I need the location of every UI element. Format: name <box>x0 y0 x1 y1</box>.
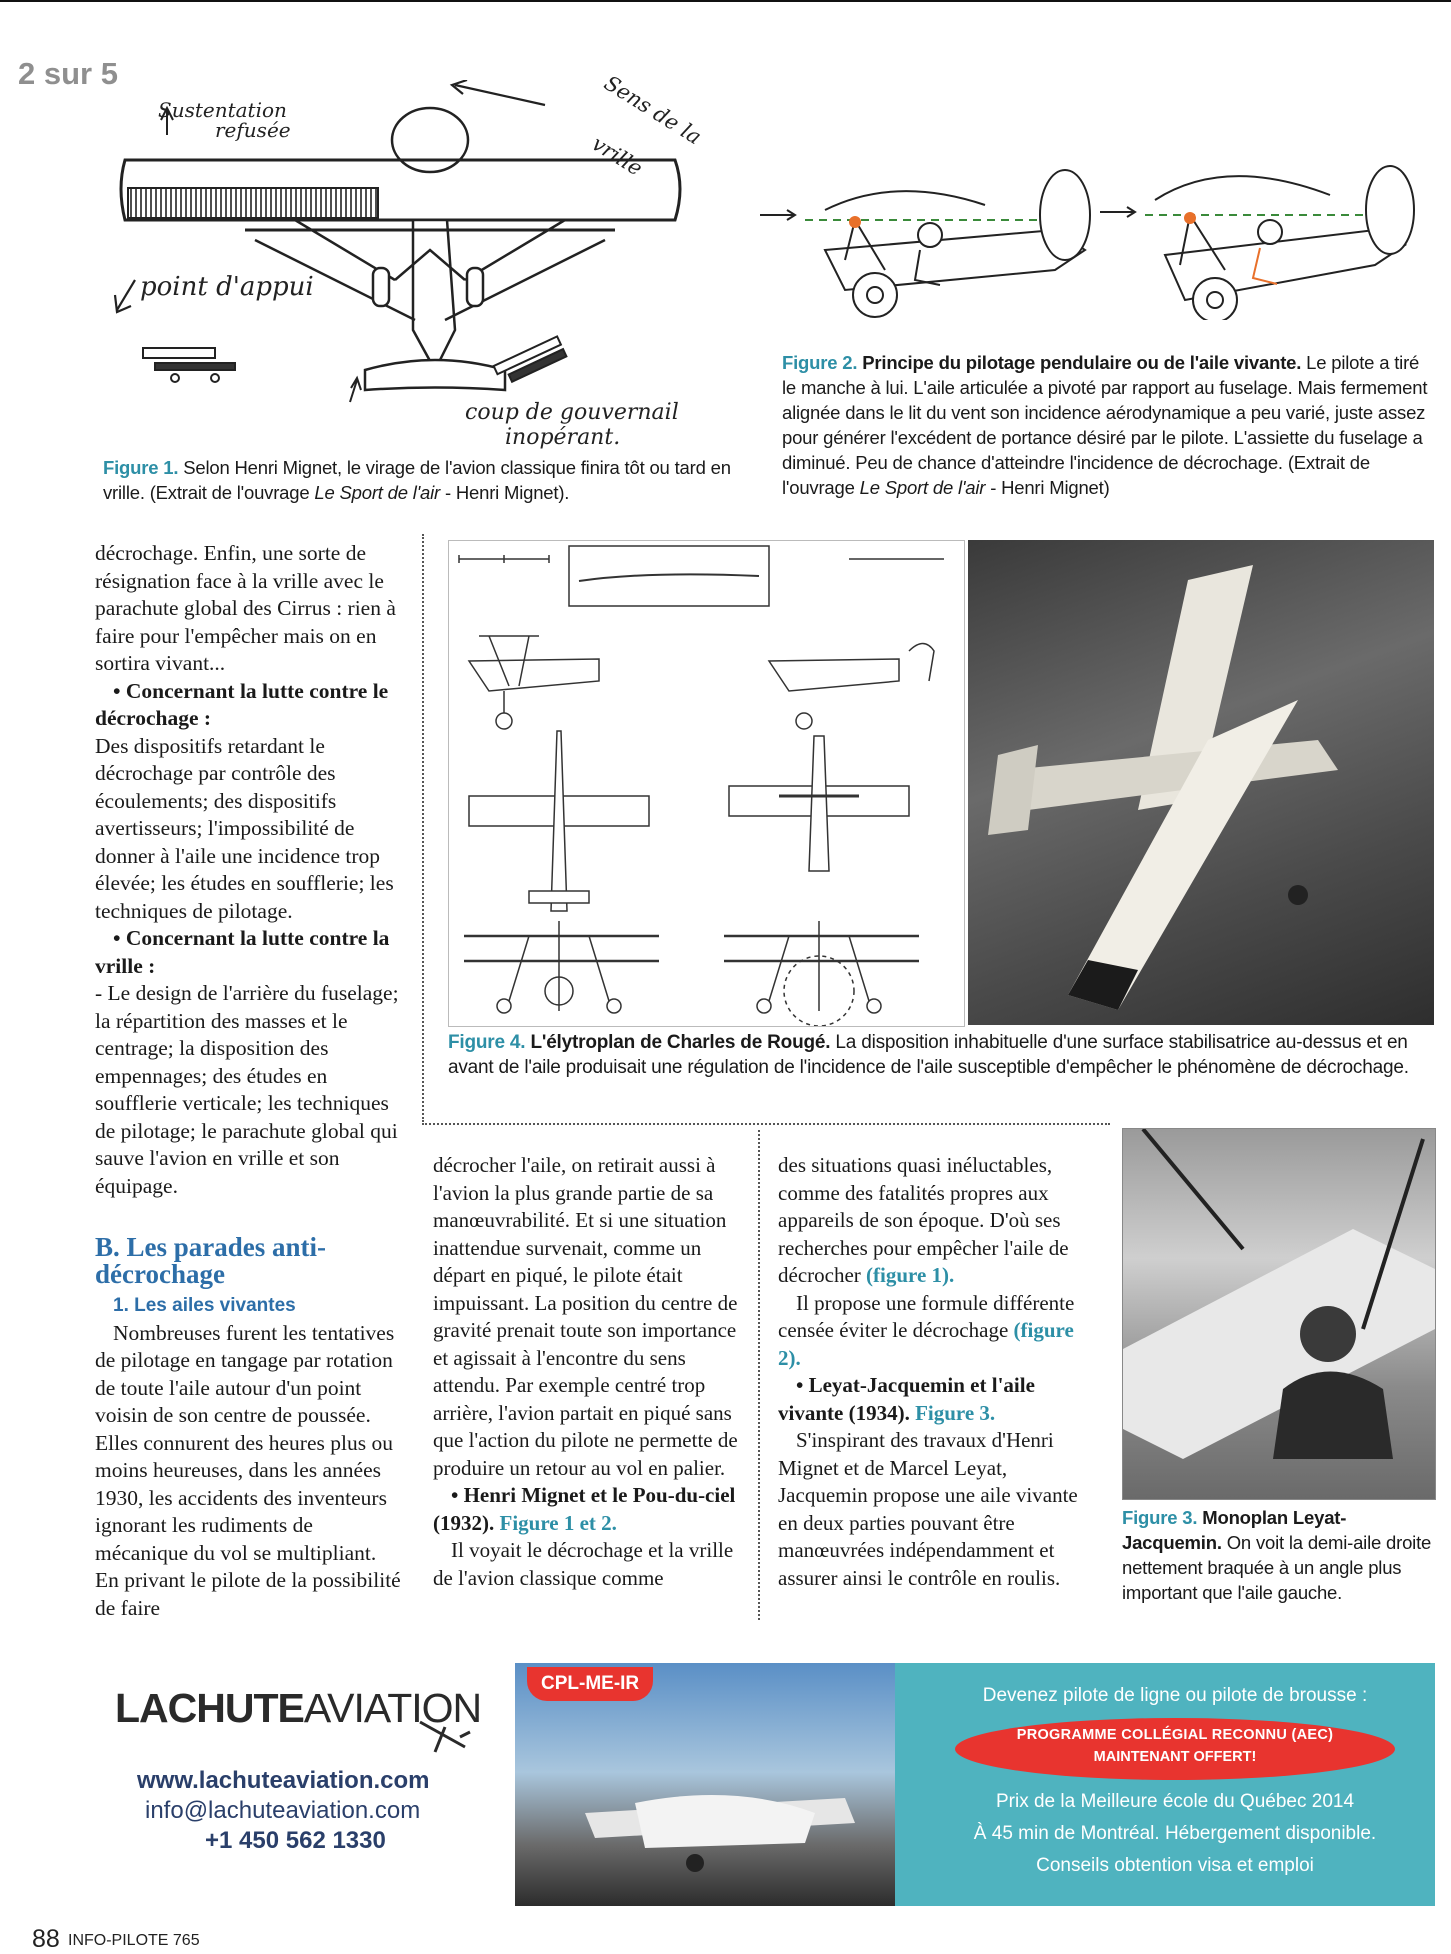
figure3-caption-bold: Monoplan Leyat-Jacquemin. <box>1122 1507 1347 1553</box>
col1-heading-vrille: • Concernant la lutte contre la vrille : <box>95 926 390 978</box>
col1-para3: - Le design de l'arrière du fuselage; la répartition des masses et le centrage; la disposition des empennages; des études en soufflerie verticale; les techniques de pilotage; le parachute global qui sauve l'avion en vrille et son équipage. <box>95 981 399 1198</box>
figure2-drawing <box>755 160 1435 320</box>
figure2-right-plane <box>1100 166 1414 320</box>
magazine-name: INFO-PILOTE 765 <box>68 1932 200 1949</box>
photo-wheel <box>1288 885 1308 905</box>
col-divider <box>758 1130 760 1620</box>
ad-line3: Conseils obtention visa et emploi <box>1036 1855 1314 1876</box>
col2-para1: décrocher l'aile, on retirait aussi à l'avion la plus grande partie de sa manœuvrabilité. Et si une situation inattendue survenait, comme un départ en piqué, le pilote était impuissant. La position du centre de gravité prenait toute son importance et agissait à l'encontre du sens attendu. Par exemple centré trop arrière, l'avion partait en piqué sans que l'action du pilote ne permette de produire un retour au vol en palier. <box>433 1153 738 1480</box>
figure1-caption-text: Selon Henri Mignet, le virage de l'avion classique finira tôt ou tard en vrille. (Extrait de l'ouvrage <box>103 457 731 503</box>
label-refusee: refusée <box>215 118 291 142</box>
label-point-appui: point d'appui <box>140 272 314 302</box>
col3-heading-ref: Figure 3. <box>915 1400 996 1425</box>
figure4-label: Figure 4. <box>448 1032 526 1053</box>
label-sustentation: Sustentation <box>158 98 287 122</box>
label-sens: Sens de la <box>599 70 706 150</box>
col1-para2: Des dispositifs retardant le décrochage par contrôle des écoulements; des dispositifs avertisseurs; l'impossibilité de donner à l'aile une incidence trop élevée; les études en soufflerie; les techniques de pilotage. <box>95 733 394 923</box>
figure2-book: Le Sport de l'air <box>859 477 986 498</box>
right-wheel <box>467 268 483 306</box>
ad-email[interactable]: info@lachuteaviation.com <box>145 1797 421 1824</box>
figure1-caption-end: - Henri Mignet). <box>440 482 570 503</box>
ad-banner[interactable] <box>515 1663 1435 1906</box>
stability-curve <box>579 574 759 581</box>
col3-para3: S'inspirant des travaux d'Henri Mignet et de Marcel Leyat, Jacquemin propose une aile vivante en deux parties pouvant être manœuvrées indépendamment et assurer ainsi le contrôle en roulis. <box>778 1428 1078 1590</box>
figure2-caption-text: Le pilote a tiré le manche à lui. L'aile articulée a pivoté par rapport au fuselage. Mais fermement alignée dans le lit du vent son incidence aérodynamique a peu varié, juste assez pour générer l'excédent de portance désiré par le pilote. L'assiette du fuselage a diminué. Peu de chance d'atteindre l'incidence de décrochage. (Extrait de l'ouvrage <box>782 352 1428 498</box>
figure3-photo-shapes <box>1123 1129 1435 1499</box>
page-indicator: 2 sur 5 <box>18 56 118 91</box>
col2-heading: • Henri Mignet et le Pou-du-ciel (1932). <box>433 1483 736 1535</box>
figure4-caption-bold: L'élytroplan de Charles de Rougé. <box>525 1032 831 1053</box>
figure2-label: Figure 2. <box>782 352 858 373</box>
col2-para2: Il voyait le décrochage et la vrille de l'avion classique comme <box>433 1538 734 1590</box>
figure2-caption-end: - Henri Mignet) <box>985 477 1110 498</box>
front-view-plane <box>464 921 659 1013</box>
ad-program-line2: MAINTENANT OFFERT! <box>1093 1749 1257 1765</box>
top-view-plane-2 <box>729 736 909 871</box>
figure2-left-plane <box>760 170 1090 317</box>
figure3-caption <box>1122 1505 1437 1605</box>
ad-left <box>95 1645 505 1895</box>
page-number: 88 <box>32 1925 60 1953</box>
ad-phone[interactable]: +1 450 562 1330 <box>205 1827 386 1854</box>
figure1-caption <box>103 455 763 505</box>
spin-arrow <box>452 80 545 105</box>
photo-tail <box>988 745 1038 835</box>
subsection-title: 1. Les ailes vivantes <box>113 1295 296 1316</box>
figure4-plans <box>448 540 965 1027</box>
col3-para1-ref: (figure 1). <box>866 1263 955 1287</box>
col2-heading-ref: Figure 1 et 2. <box>499 1510 617 1535</box>
figure3-label: Figure 3. <box>1122 1507 1198 1528</box>
tailplane <box>365 360 505 390</box>
elytroplan-photo-shapes <box>968 540 1434 1025</box>
ad-line2: À 45 min de Montréal. Hébergement disponible. <box>973 1823 1377 1844</box>
section-title: B. Les parades anti-décrochage <box>95 1232 327 1289</box>
rudder-arrow <box>350 378 361 402</box>
side-view-plane-2 <box>769 644 934 730</box>
column-2 <box>433 1152 748 1592</box>
left-wheel <box>373 268 389 306</box>
col3-para1: des situations quasi inéluctables, comme des fatalités propres aux appareils de son époque. D'où ses recherches pour empêcher l'aile de décrocher <box>778 1153 1069 1287</box>
ad-badge: CPL-ME-IR <box>527 1667 653 1701</box>
figure4-bottom-rule <box>422 1123 1110 1125</box>
figure2-caption <box>782 350 1437 500</box>
ad-program-oval <box>955 1718 1395 1780</box>
column-1 <box>95 540 405 1622</box>
ad-headline: Devenez pilote de ligne ou pilote de brousse : <box>982 1685 1368 1706</box>
figure4-photo <box>968 540 1434 1025</box>
ad-logo-part2: AVIATION <box>303 1685 482 1731</box>
photo3-pilot-body <box>1273 1372 1393 1460</box>
col3-heading: • Leyat-Jacquemin et l'aile vivante (1934). <box>778 1373 1035 1425</box>
fuselage <box>413 220 455 370</box>
figure1-book: Le Sport de l'air <box>314 482 441 503</box>
col3-para2: Il propose une formule différente censée éviter le décrochage <box>778 1290 1075 1342</box>
figure1-label: Figure 1. <box>103 457 179 478</box>
col1-para4: Nombreuses furent les tentatives de pilotage en tangage par rotation de toute l'aile autour d'un point voisin de son centre de poussée. Elles connurent des heures plus ou moins heureuses, dans les années 1930, les accidents des inventeurs ignorant les rudiments de mécanique du vol se multipliant. En privant le pilote de la possibilité de faire <box>95 1320 401 1620</box>
figure3-caption-text: On voit la demi-aile droite nettement braquée à un angle plus important que l'aile gauche. <box>1122 1532 1432 1603</box>
ad-website[interactable]: www.lachuteaviation.com <box>137 1767 430 1794</box>
ad-line1: Prix de la Meilleure école du Québec 2014 <box>995 1791 1355 1812</box>
elytroplan-drawings <box>449 541 964 1026</box>
ad-logo-part1: LACHUTE <box>115 1685 304 1731</box>
col3-para2-ref: (figure 2). <box>778 1318 1074 1370</box>
ad-photo-wheel <box>686 1854 704 1872</box>
support-arrow <box>115 280 135 312</box>
figure4-caption <box>448 1030 1433 1080</box>
top-view-plane <box>469 731 649 911</box>
label-vrille: vrille <box>587 131 647 181</box>
photo3-pilot-head <box>1300 1306 1356 1362</box>
ad-program-line1: PROGRAMME COLLÉGIAL RECONNU (AEC) <box>1016 1727 1334 1743</box>
small-plane-left <box>143 348 235 382</box>
wing-hatching <box>128 188 378 218</box>
figure4-caption-text: La disposition inhabituelle d'une surface stabilisatrice au-dessus et en avant de l'aile produisait une régulation de l'incidence de l'aile susceptible d'empêcher le phénomène de décrochage. <box>448 1032 1409 1078</box>
figure3-photo <box>1122 1128 1436 1500</box>
top-rule <box>0 0 1451 2</box>
label-coup: coup de gouvernail <box>465 400 679 425</box>
side-view-plane <box>469 636 599 729</box>
column-3 <box>778 1152 1098 1592</box>
figure2-caption-bold: Principe du pilotage pendulaire ou de l'aile vivante. <box>857 352 1302 373</box>
front-view-plane-2 <box>724 921 919 1026</box>
scale-left <box>459 555 549 563</box>
label-inoperant: inopérant. <box>505 425 621 450</box>
col1-para1: décrochage. Enfin, une sorte de résignation face à la vrille avec le parachute global des Cirrus : rien à faire pour l'empêcher mais on en sortira vivant... <box>95 541 396 675</box>
col1-heading-decrochage: • Concernant la lutte contre le décrochage : <box>95 678 389 730</box>
airplane-logo-icon <box>415 1717 475 1757</box>
